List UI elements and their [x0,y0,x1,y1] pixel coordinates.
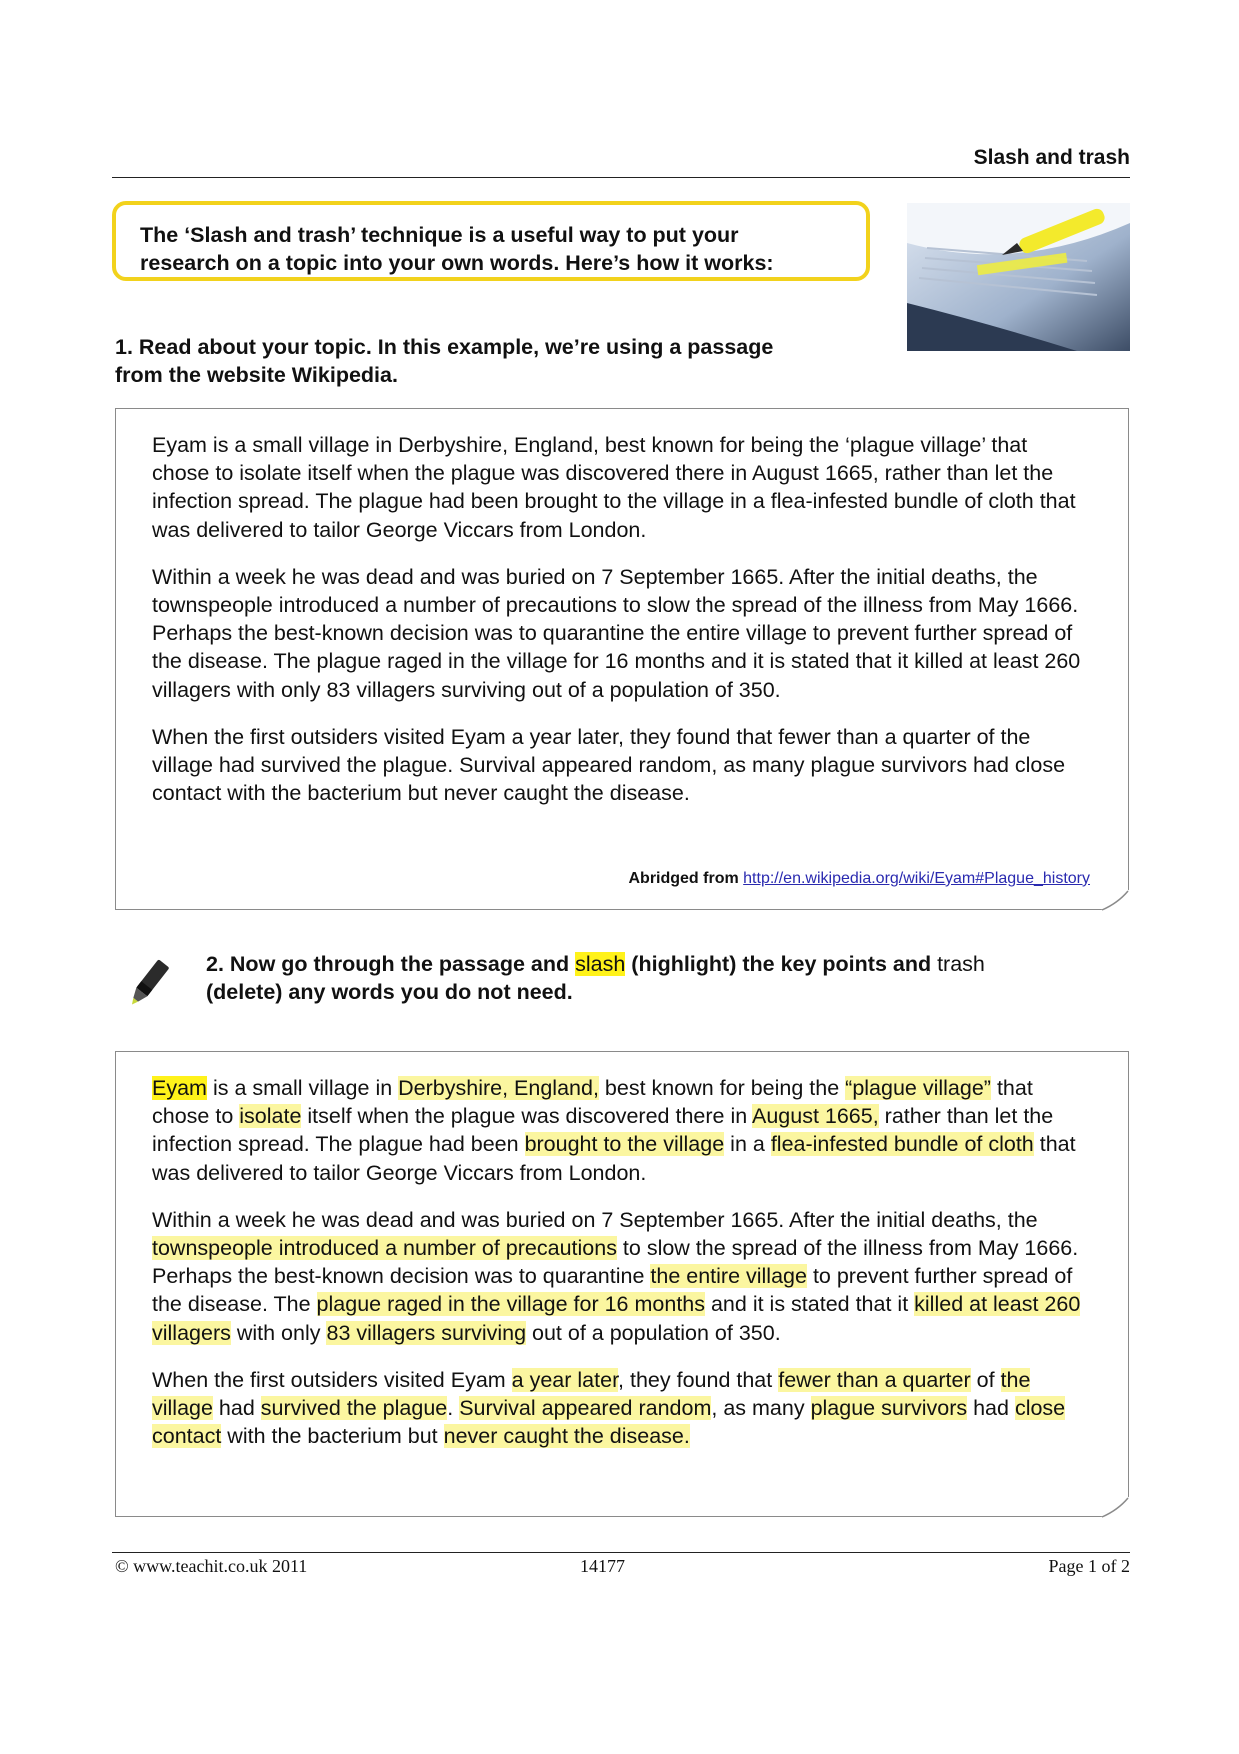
trashed-text: When the first outsiders visited Eyam [152,1367,512,1392]
highlighted-phrase: plague raged in the village for 16 months [316,1292,705,1317]
trashed-text: had [212,1396,261,1421]
trashed-text: and it is stated that it [705,1292,915,1317]
trashed-text: to slow the spread of the illness from May 1666. Perhaps the best-known decision was to quarantine [152,1236,1079,1289]
trashed-text: had [967,1396,1015,1421]
trashed-text: itself when the plague was discovered there in [301,1104,752,1129]
source-citation [628,865,1090,893]
footer-code: 14177 [580,1556,625,1576]
intro-line-1: The ‘Slash and trash’ technique is a useful way to put your [140,223,739,247]
trashed-text: that chose to [152,1076,1033,1129]
trashed-text: that was delivered to tailor George Viccars from London. [152,1132,1076,1185]
trashed-text: Within a week he was dead and was buried on 7 September 1665. After the initial deaths, the [152,1207,1038,1232]
trashed-text: rather than let the infection spread. The plague had been [152,1104,1054,1157]
highlighted-paragraph-1 [152,1074,1088,1187]
step-2-instruction [206,950,1096,1006]
footer-page-number: Page 1 of 2 [1048,1556,1130,1576]
step-1-line-1: 1. Read about your topic. In this example, we’re using a passage [115,335,774,359]
trashed-text: to prevent further spread of the disease. The [152,1264,1073,1317]
highlighted-phrase: townspeople introduced a number of precautions [152,1236,617,1261]
highlighted-phrase: fewer than a quarter [778,1367,971,1392]
source-label: Abridged from [628,869,739,887]
highlighted-passage-box [115,1051,1129,1517]
footer-rule [112,1552,1130,1553]
slash-word: slash [575,952,626,976]
highlighted-phrase: isolate [239,1104,302,1129]
trashed-text: with the bacterium but [221,1424,444,1449]
header-rule [112,177,1130,178]
highlighted-paragraph-3 [152,1366,1088,1451]
step-2-middle: (highlight) the key points and [625,952,938,976]
highlighted-phrase: Eyam [152,1076,207,1100]
highlighted-phrase: brought to the village [524,1132,725,1157]
highlighted-phrase: a year later [511,1367,619,1392]
trashed-text: in a [724,1132,771,1157]
page-title: Slash and trash [973,146,1130,169]
trashed-text: of [970,1367,1001,1392]
highlighted-phrase: flea-infested bundle of cloth [770,1132,1034,1157]
highlighted-phrase: survived the plague [260,1396,448,1421]
trashed-text: out of a population of 350. [526,1320,781,1345]
step-2-suffix: (delete) any words you do not need. [206,980,573,1004]
highlighted-phrase: the village [152,1367,1031,1421]
highlighted-phrase: close contact [152,1396,1066,1449]
trashed-text: . [447,1396,460,1421]
page-curl-icon [1100,889,1130,911]
page-curl-icon [1100,1496,1130,1518]
trashed-text: is a small village in [206,1076,399,1100]
trashed-text: , as many [711,1396,811,1421]
intro-box [112,201,870,281]
highlighted-paragraph-2 [152,1206,1088,1347]
intro-line-2: research on a topic into your own words. Here’s how it works: [140,251,774,275]
step-1-line-2: from the website Wikipedia. [115,363,398,387]
highlighted-phrase: the entire village [650,1264,807,1289]
trash-word: trash [937,952,985,976]
step-1-instruction [115,333,875,389]
footer-copyright: © www.teachit.co.uk 2011 [115,1556,308,1576]
passage-paragraph-2: Within a week he was dead and was buried on 7 September 1665. After the initial deaths, the townspeople introduced a number of precautions to slow the spread of the illness from May 1666. Perhaps the best-known decision was to quarantine the entire village to prevent further spread of the disease. The plague raged in the village for 16 months and it is stated that it killed at least 260 villagers with only 83 villagers surviving out of a population of 350. [152,564,1081,702]
highlighted-phrase: 83 villagers surviving [326,1320,527,1345]
highlighted-phrase: Survival appeared random [459,1396,712,1421]
highlighted-phrase: Derbyshire, England, [398,1076,599,1100]
trashed-text: , they found that [618,1367,779,1392]
highlighter-pen-icon [124,956,172,1012]
highlighted-phrase: “plague village” [845,1076,991,1100]
passage-paragraph-3: When the first outsiders visited Eyam a year later, they found that fewer than a quarter of the village had survived the plague. Survival appeared random, as many plague survivors had close contact with the bacterium but never caught the disease. [152,724,1066,806]
trashed-text: best known for being the [598,1076,846,1100]
passage-paragraph-1: Eyam is a small village in Derbyshire, England, best known for being the ‘plague village’ that chose to isolate itself when the plague was discovered there in August 1665, rather than let the infection spread. The plague had been brought to the village in a flea-infested bundle of cloth that was delivered to tailor George Viccars from London. [152,433,1076,542]
trashed-text: with only [230,1320,327,1345]
step-2-prefix: 2. Now go through the passage and [206,952,576,976]
highlighted-phrase: killed at least 260 villagers [152,1292,1081,1345]
highlighted-phrase: August 1665, [751,1104,879,1129]
original-passage-box [115,408,1129,910]
highlighted-phrase: plague survivors [810,1396,968,1421]
highlighted-phrase: never caught the disease. [443,1424,690,1449]
source-link[interactable]: http://en.wikipedia.org/wiki/Eyam#Plague_history [743,869,1090,887]
book-with-highlighter-photo [907,203,1130,351]
